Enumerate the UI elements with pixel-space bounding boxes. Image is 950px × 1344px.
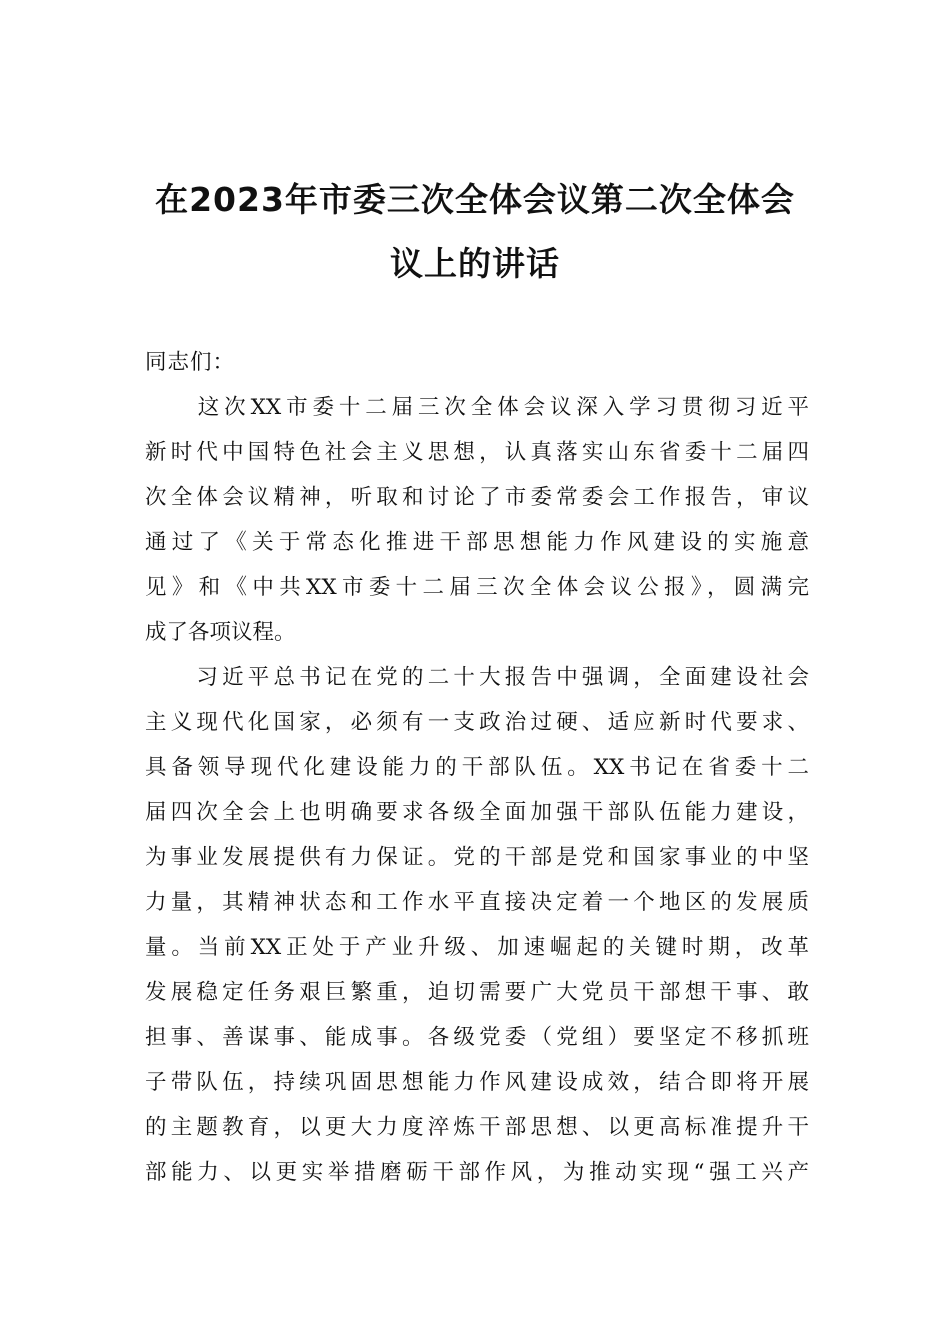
paragraph-line: 量。当前XX正处于产业升级、加速崛起的关键时期，改革	[145, 935, 809, 960]
paragraph-line: 新时代中国特色社会主义思想，认真落实山东省委十二届四	[145, 440, 809, 465]
paragraph-line: 具备领导现代化建设能力的干部队伍。XX书记在省委十二	[145, 755, 809, 780]
title-line-2: 议上的讲话	[390, 244, 560, 283]
paragraph-line: 这次XX市委十二届三次全体会议深入学习贯彻习近平	[145, 395, 809, 420]
paragraph-line: 部能力、以更实举措磨砺干部作风，为推动实现“强工兴产	[145, 1160, 809, 1185]
greeting: 同志们：	[145, 350, 236, 375]
paragraph-2	[145, 655, 809, 1195]
paragraph-line: 的主题教育，以更大力度淬炼干部思想、以更高标准提升干	[145, 1115, 809, 1140]
paragraph-line: 届四次全会上也明确要求各级全面加强干部队伍能力建设，	[145, 800, 809, 825]
paragraph-line: 担事、善谋事、能成事。各级党委（党组）要坚定不移抓班	[145, 1025, 809, 1050]
paragraph-line: 主义现代化国家，必须有一支政治过硬、适应新时代要求、	[145, 710, 809, 735]
document-title	[140, 168, 810, 296]
document-body	[145, 340, 809, 1195]
title-line-1: 在2023年市委三次全体会议第二次全体会	[155, 180, 795, 219]
paragraph-line: 习近平总书记在党的二十大报告中强调，全面建设社会	[145, 665, 809, 690]
paragraph-line: 通过了《关于常态化推进干部思想能力作风建设的实施意	[145, 530, 809, 555]
paragraph-line: 为事业发展提供有力保证。党的干部是党和国家事业的中坚	[145, 845, 809, 870]
paragraph-line: 成了各项议程。	[145, 620, 296, 645]
paragraph-line: 子带队伍，持续巩固思想能力作风建设成效，结合即将开展	[145, 1070, 809, 1095]
paragraph-line: 见》和《中共XX市委十二届三次全体会议公报》，圆满完	[145, 575, 809, 600]
paragraph-line: 发展稳定任务艰巨繁重，迫切需要广大党员干部想干事、敢	[145, 980, 809, 1005]
paragraph-1	[145, 385, 809, 655]
paragraph-line: 力量，其精神状态和工作水平直接决定着一个地区的发展质	[145, 890, 809, 915]
paragraph-line: 次全体会议精神，听取和讨论了市委常委会工作报告，审议	[145, 485, 809, 510]
